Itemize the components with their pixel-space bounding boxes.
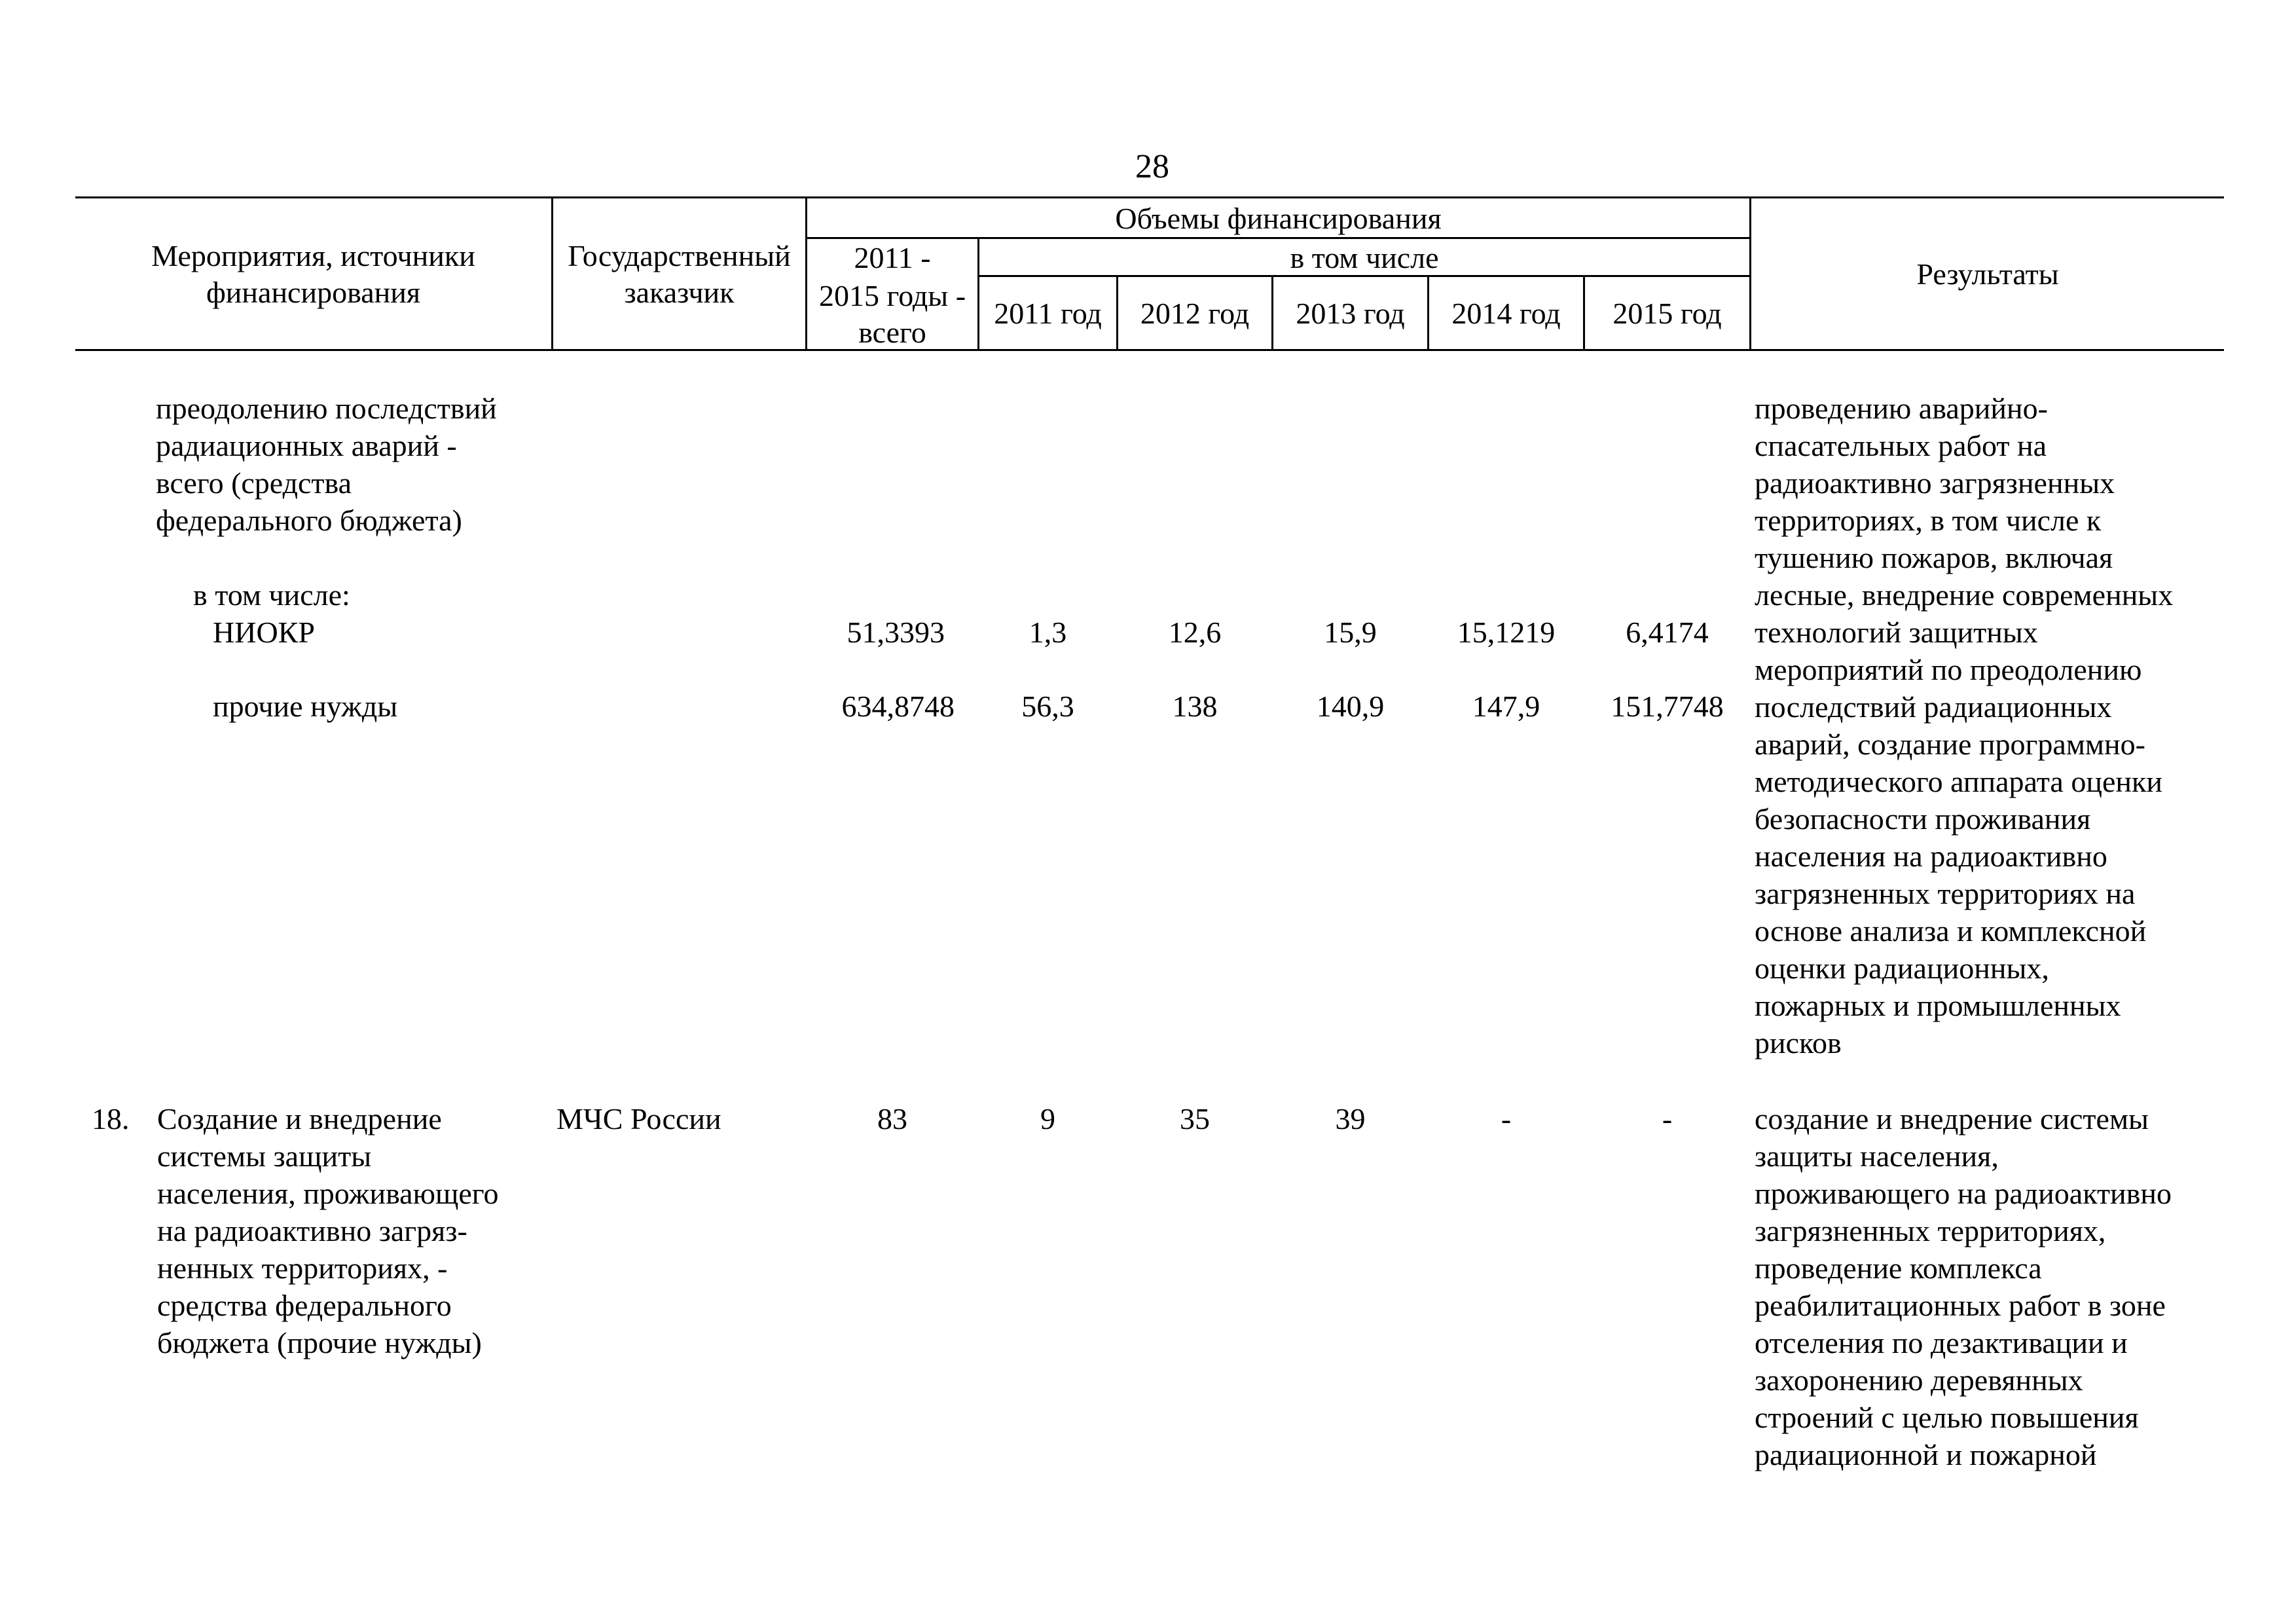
other-needs-2014: 147,9 xyxy=(1472,690,1540,723)
header-year-2012: 2012 год xyxy=(1140,297,1250,330)
other-needs-total: 634,8748 xyxy=(841,690,955,723)
header-customer-line2: заказчик xyxy=(624,276,735,309)
other-needs-2011: 56,3 xyxy=(1021,690,1074,723)
other-needs-2013: 140,9 xyxy=(1316,690,1385,723)
continuation-results-text: проведению аварийно- спасательных работ на радиоактивно загрязненных территориях, в том числе к тушению пожаров, включая лесные, внедрение современных технологий защитных мероприятий по преодолению последствий радиационных аварий, создание программно- методического аппарата оценки безопасности проживания населения на радиоактивно загрязненных территориях на основе анализа и комплексной оценки радиационных, пожарных и промышленных рисков xyxy=(1755,392,2174,1060)
niokr-2013: 15,9 xyxy=(1324,616,1377,649)
item18-customer: МЧС России xyxy=(556,1102,721,1135)
header-total-line3: всего xyxy=(858,316,926,349)
other-needs-label: прочие нужды xyxy=(213,690,398,723)
item18-total: 83 xyxy=(877,1102,907,1135)
header-activity-line2: финансирования xyxy=(206,276,421,309)
item18-2011: 9 xyxy=(1040,1102,1055,1135)
header-results: Результаты xyxy=(1916,257,2059,291)
header-year-2014: 2014 год xyxy=(1451,297,1561,330)
item18-number: 18. xyxy=(92,1102,130,1135)
item18-results-text: создание и внедрение системы защиты населения, проживающего на радиоактивно загрязненных территориях, проведение комплекса реабилитационных работ в зоне отселения по дезактивации и захоронению деревянных строений с целью повышения радиационной и пожарной xyxy=(1755,1102,2172,1471)
other-needs-2015: 151,7748 xyxy=(1611,690,1724,723)
header-including: в том числе xyxy=(1290,241,1439,274)
item18-activity-text: Создание и внедрение системы защиты населения, проживающего на радиоактивно загряз- ненных территориях, - средства федерального бюджета (прочие нужды) xyxy=(157,1102,499,1359)
item18-2015: - xyxy=(1662,1102,1673,1135)
niokr-2011: 1,3 xyxy=(1029,616,1067,649)
item18-2012: 35 xyxy=(1180,1102,1210,1135)
header-funding-group: Объемы финансирования xyxy=(1115,202,1442,235)
header-year-2011: 2011 год xyxy=(994,297,1102,330)
header-customer-line1: Государственный xyxy=(568,239,791,272)
item18-2014: - xyxy=(1501,1102,1512,1135)
table-header-bottom-border xyxy=(75,349,2224,351)
niokr-total: 51,3393 xyxy=(847,616,945,649)
niokr-2012: 12,6 xyxy=(1168,616,1222,649)
niokr-2014: 15,1219 xyxy=(1457,616,1556,649)
header-year-2015: 2015 год xyxy=(1613,297,1722,330)
continuation-including-label: в том числе: xyxy=(193,578,350,612)
continuation-activity-text: преодолению последствий радиационных аварий - всего (средства федерального бюджета) xyxy=(156,392,497,537)
item18-2013: 39 xyxy=(1335,1102,1366,1135)
header-total-line1: 2011 - xyxy=(854,241,931,274)
page-number: 28 xyxy=(1135,148,1169,185)
niokr-label: НИОКР xyxy=(213,616,315,649)
header-year-2013: 2013 год xyxy=(1296,297,1405,330)
niokr-2015: 6,4174 xyxy=(1626,616,1709,649)
other-needs-2012: 138 xyxy=(1172,690,1218,723)
table-top-border xyxy=(75,196,2224,198)
header-activity-line1: Мероприятия, источники xyxy=(151,239,475,272)
header-total-line2: 2015 годы - xyxy=(818,279,966,312)
